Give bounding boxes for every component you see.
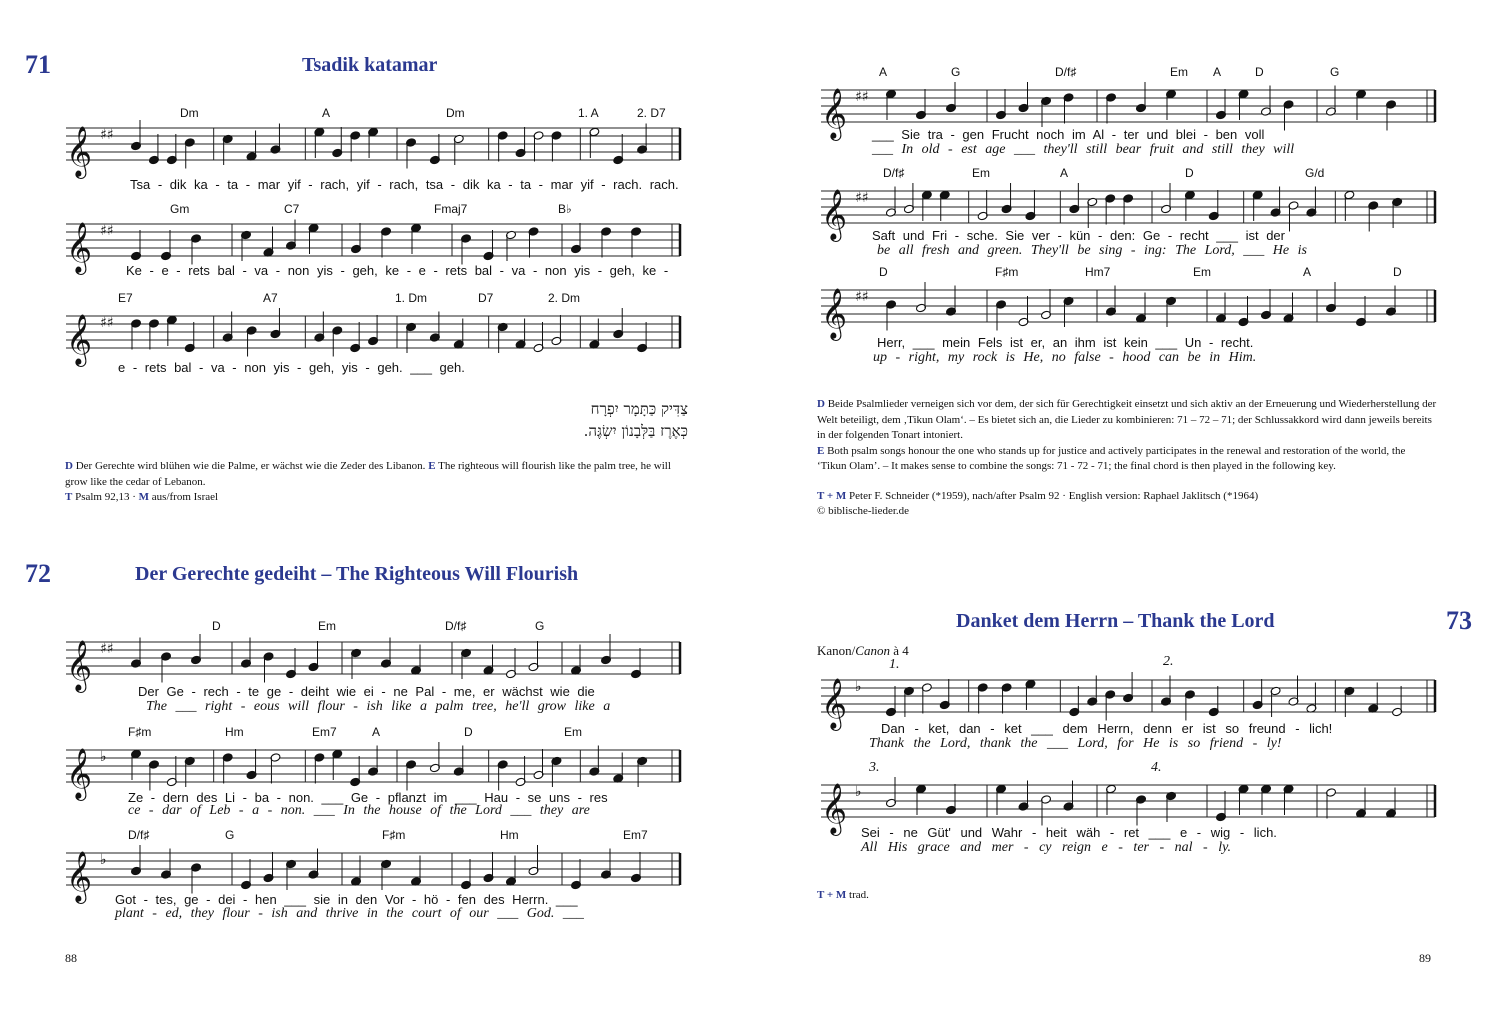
canon-mark: 2.	[1163, 654, 1174, 669]
music-staff	[60, 288, 685, 365]
lyrics-en: All His grace and mer - cy reign e - ter - nal - ly.	[861, 840, 1232, 855]
treble-clef: 𝄞	[66, 314, 93, 365]
note-label: T + M	[817, 489, 847, 502]
song72-cont-system-1	[815, 62, 1440, 172]
note-label: M	[138, 491, 150, 503]
treble-clef: 𝄞	[66, 126, 93, 177]
page-number-right: 89	[1419, 951, 1431, 965]
chord: D/f♯	[883, 166, 905, 180]
chord: Dm	[180, 106, 199, 120]
chord: A	[879, 65, 888, 79]
chord: D/f♯	[128, 828, 150, 842]
chord: G	[951, 65, 961, 79]
note-text: Psalm 92,13 ·	[75, 491, 136, 503]
music-staff	[60, 614, 685, 691]
song-title-72: Der Gerechte gedeiht – The Righteous Will Flourish	[135, 563, 579, 585]
song-title-73: Danket dem Herrn – Thank the Lord	[956, 610, 1275, 632]
chord: F♯m	[382, 828, 406, 842]
song71-system-1	[60, 100, 685, 200]
credit-text: trad.	[849, 889, 869, 901]
note-label: T + M	[817, 889, 847, 901]
key-signature: ♯♯	[100, 223, 114, 239]
song73-system-1	[815, 652, 1440, 762]
volta-1: 1. Dm	[395, 291, 428, 305]
song71-system-3	[60, 282, 685, 382]
lyrics-de: Saft und Fri - sche. Sie ver - kün - den: Ge - recht ___ ist der	[872, 228, 1285, 243]
volta-2: 2. Dm	[548, 291, 581, 305]
chord: Em	[1170, 65, 1188, 79]
treble-clef: 𝄞	[821, 189, 848, 240]
lyrics-line: e - rets bal - va - non yis - geh, yis - geh. ___ geh.	[118, 360, 465, 375]
credits	[817, 489, 1437, 505]
treble-clef: 𝄞	[821, 88, 848, 139]
note-en-block	[817, 444, 1437, 475]
chord: G	[535, 619, 545, 633]
lyrics-en: ce - dar of Leb - a - non. ___ In the house of the Lord ___ they are	[128, 803, 590, 818]
volta-2: 2. D7	[637, 106, 666, 120]
key-signature: ♯♯	[100, 641, 114, 657]
chord: D	[212, 619, 221, 633]
lyrics-de: Herr, ___ mein Fels ist er, an ihm ist kein ___ Un - recht.	[877, 335, 1254, 350]
chord: D	[1393, 265, 1402, 279]
chord: A	[1060, 166, 1069, 180]
chord: Em	[972, 166, 990, 180]
lyrics-en: Thank the Lord, thank the ___ Lord, for He is so friend - ly!	[869, 736, 1282, 751]
lyrics-en: ___ In old - est age ___ they'll still bear fruit and still they will	[872, 142, 1295, 157]
chord: A7	[263, 291, 278, 305]
chord: Hm7	[1085, 265, 1111, 279]
song72-system-2	[60, 722, 685, 832]
song-number-72: 72	[25, 559, 51, 588]
key-signature: ♭	[100, 749, 107, 765]
chord: D/f♯	[1055, 65, 1077, 79]
treble-clef: 𝄞	[821, 288, 848, 339]
chord: A	[372, 725, 381, 739]
key-signature: ♭	[855, 679, 862, 695]
chord: Em	[1193, 265, 1211, 279]
chord: B♭	[558, 202, 572, 216]
song72-notes	[817, 397, 1437, 520]
lyrics-de: Ze - dern des Li - ba - non. ___ Ge - pflanzt im ___ Hau - se uns - res	[128, 790, 608, 805]
song71-system-2	[60, 188, 685, 288]
note-de: Beide Psalmlieder verneigen sich vor dem, der sich für Gerechtigkeit einsetzt und sich aktiv an der Erneuerung und Wiederherstellung der Welt beteiligt, dem ‚Tikun Olam‘. – Es bietet sich an, die Lieder zu kombinieren: 71 – 72 – 71; der Schlussakkord wird dann jeweils bereits in der folgenden Tonart intoniert.	[817, 398, 1437, 441]
song-number-73: 73	[1446, 606, 1472, 635]
song72-system-1	[60, 612, 685, 722]
lyrics-en: up - right, my rock is He, no false - hood can be in Him.	[873, 350, 1257, 365]
treble-clef: 𝄞	[66, 851, 93, 902]
chord: Em	[564, 725, 582, 739]
chord: D7	[478, 291, 494, 305]
chord: F♯m	[128, 725, 152, 739]
chord: A	[322, 106, 331, 120]
canon-mark: 1.	[889, 657, 900, 672]
lyrics-line: Ke - e - rets bal - va - non yis - geh, ke - e - rets bal - va - non yis - geh, ke -	[126, 263, 669, 278]
copyright: © biblische-lieder.de	[817, 505, 910, 517]
chord: D	[1185, 166, 1194, 180]
chord: A	[1213, 65, 1222, 79]
note-en: Both psalm songs honour the one who stands up for justice and actively participates in the renewal and restoration of the world, the ‘Tikun Olam’. – It makes sense to combine the songs: 71 - 72 - 71; the final chord is then played in the following key.	[817, 444, 1406, 472]
music-staff	[60, 100, 685, 177]
note-de: Der Gerechte wird blühen wie die Palme, er wächst wie die Zeder des Libanon.	[75, 460, 426, 472]
song73-system-2	[815, 757, 1440, 867]
chord: A	[1303, 265, 1312, 279]
song72-cont-system-3	[815, 262, 1440, 372]
subtitle-en: Canon	[855, 643, 890, 658]
subtitle-tail: à 4	[889, 643, 909, 658]
chord: Dm	[446, 106, 465, 120]
chord: E7	[118, 291, 133, 305]
lyrics-de: Dan - ket, dan - ket ___ dem Herrn, denn er ist so freund - lich!	[881, 721, 1333, 736]
treble-clef: 𝄞	[821, 678, 848, 729]
chord: C7	[284, 202, 300, 216]
chord: D/f♯	[445, 619, 467, 633]
chord: D	[464, 725, 473, 739]
chord: F♯m	[995, 265, 1019, 279]
chord: Hm	[225, 725, 244, 739]
lyrics-en: plant - ed, they flour - ish and thrive in the court of our ___ God. ___	[115, 906, 584, 921]
chord: Em	[318, 619, 336, 633]
treble-clef: 𝄞	[66, 640, 93, 691]
song71-notes	[65, 459, 690, 506]
song72-system-3	[60, 825, 685, 935]
chord: Fmaj7	[434, 202, 468, 216]
chord: Hm	[500, 828, 519, 842]
canon-mark: 3.	[869, 760, 880, 775]
treble-clef: 𝄞	[66, 222, 93, 273]
key-signature: ♯♯	[855, 289, 869, 305]
lyrics-de: Got - tes, ge - dei - hen ___ sie in den Vor - hö - fen des Herrn. ___	[115, 892, 578, 907]
note-en: The righteous will flourish like the palm tree, he will grow like the cedar of Lebanon.	[65, 460, 671, 488]
lyrics-line: Tsa - dik ka - ta - mar yif - rach, yif - rach, tsa - dik ka - ta - mar yif - rach. rach.	[130, 177, 679, 192]
chord: D	[1255, 65, 1264, 79]
lyrics-en: The ___ right - eous will flour - ish like a palm tree, he'll grow like a	[146, 699, 611, 714]
key-signature: ♭	[100, 852, 107, 868]
key-signature: ♯♯	[855, 89, 869, 105]
hebrew-text	[420, 398, 688, 442]
page-number-left: 88	[65, 951, 77, 965]
lyrics-de: Der Ge - rech - te ge - deiht wie ei - ne Pal - me, er wächst wie die	[138, 684, 595, 699]
chord: G	[1330, 65, 1340, 79]
note-label: T	[65, 491, 73, 503]
song-number-71: 71	[25, 50, 51, 79]
song72-cont-system-2	[815, 163, 1440, 273]
note-label: D	[817, 398, 825, 410]
chord: Gm	[170, 202, 190, 216]
chord: G/d	[1305, 166, 1325, 180]
note-label: D	[65, 460, 73, 472]
chord: G	[225, 828, 235, 842]
song-title-71: Tsadik katamar	[302, 54, 438, 76]
credit-text: Peter F. Schneider (*1959), nach/after Psalm 92 · English version: Raphael Jaklitsch (*1964)	[849, 489, 1259, 502]
song73-credits	[817, 888, 869, 904]
treble-clef: 𝄞	[66, 748, 93, 799]
volta-1: 1. A	[578, 106, 599, 120]
chord: Em7	[623, 828, 648, 842]
lyrics-de: ___ Sie tra - gen Frucht noch im Al - ter und blei - ben voll	[872, 127, 1265, 142]
chord: Em7	[312, 725, 337, 739]
note-text: aus/from Israel	[151, 491, 219, 503]
key-signature: ♭	[855, 784, 862, 800]
hebrew-line: כְּאֶרֶז בַּלְּבָנוֹן יִשְׂגֶּה.	[583, 422, 688, 440]
key-signature: ♯♯	[100, 315, 114, 331]
key-signature: ♯♯	[855, 190, 869, 206]
note-label: E	[817, 444, 825, 457]
chord: D	[879, 265, 888, 279]
key-signature: ♯♯	[100, 127, 114, 143]
note-label: E	[428, 460, 436, 472]
music-staff	[815, 262, 1440, 339]
note-de-block	[817, 397, 1437, 444]
lyrics-de: Sei - ne Güt' und Wahr - heit wäh - ret ___ e - wig - lich.	[861, 825, 1277, 840]
hebrew-line: צַדִּיק כַּתָּמָר יִפְרָח	[590, 400, 688, 418]
treble-clef: 𝄞	[821, 783, 848, 834]
lyrics-en: be all fresh and green. They'll be sing - ing: The Lord, ___ He is	[877, 243, 1307, 258]
canon-mark: 4.	[1151, 760, 1162, 775]
subtitle-de: Kanon/	[817, 643, 856, 658]
